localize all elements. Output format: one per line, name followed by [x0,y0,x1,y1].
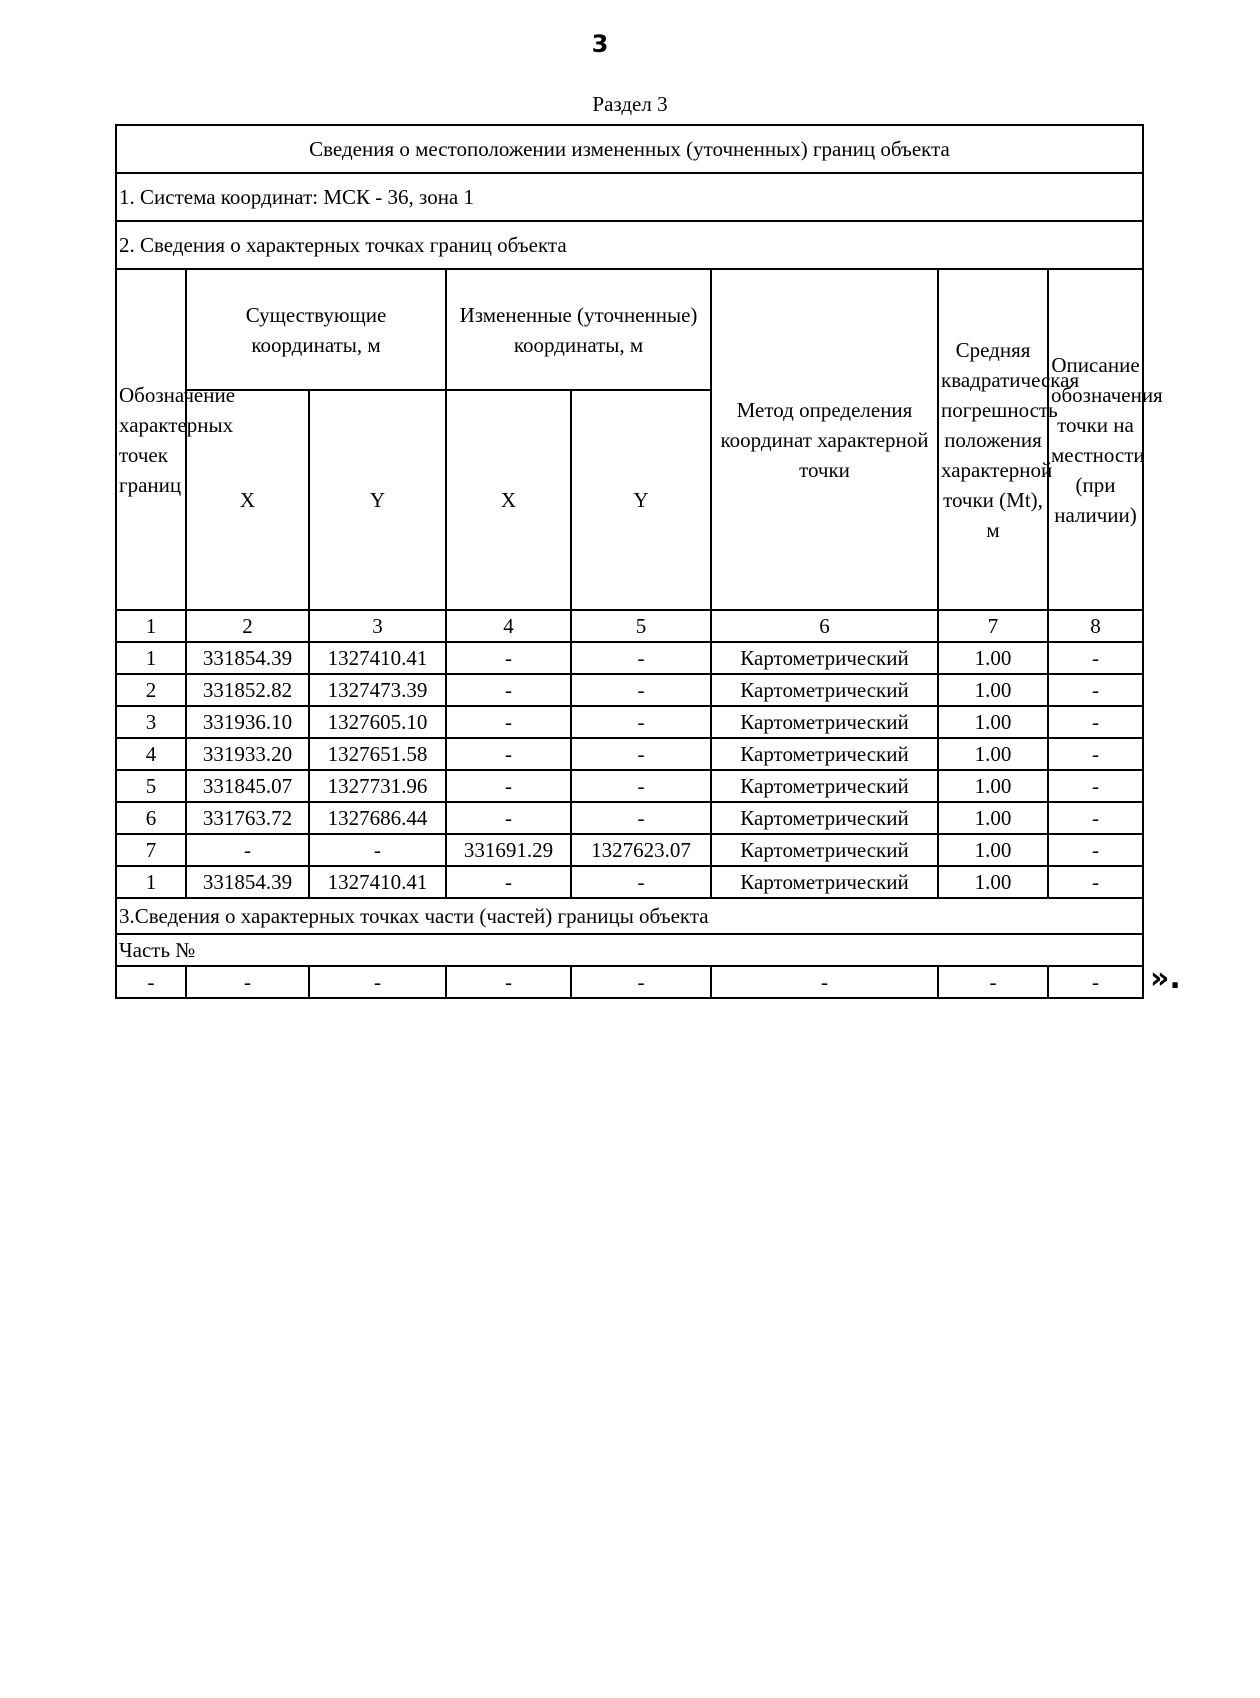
table-row [116,866,1143,898]
header-existing-coords: Существующие координаты, м [186,269,446,390]
closing-quote-mark: ». [1150,961,1181,996]
column-number: 3 [309,610,446,642]
cell: Картометрический [711,674,938,706]
points-heading-row: 2. Сведения о характерных точках границ объекта [116,221,1143,269]
table-row [116,706,1143,738]
cell: - [186,966,309,998]
cell: 1327623.07 [571,834,711,866]
cell: 7 [116,834,186,866]
cell: - [1048,866,1143,898]
cell: 1327686.44 [309,802,446,834]
cell: Картометрический [711,770,938,802]
cell: - [1048,802,1143,834]
cell: - [446,706,571,738]
cell: 1327605.10 [309,706,446,738]
cell: - [1048,966,1143,998]
cell: - [446,866,571,898]
table-row [116,674,1143,706]
cell: - [571,966,711,998]
table-row [116,738,1143,770]
cell: 331854.39 [186,866,309,898]
cell: - [446,642,571,674]
cell: 1.00 [938,706,1048,738]
cell: 331933.20 [186,738,309,770]
column-number: 2 [186,610,309,642]
parts-table-row [116,966,1143,998]
cell: - [571,866,711,898]
cell: - [116,966,186,998]
header-changed-y: Y [571,390,711,610]
cell: 1.00 [938,802,1048,834]
cell: Картометрический [711,642,938,674]
column-number: 1 [116,610,186,642]
cell: - [446,802,571,834]
cell: - [1048,706,1143,738]
cell: 1 [116,642,186,674]
column-number: 6 [711,610,938,642]
parts-heading-row: 3.Сведения о характерных точках части (частей) границы объекта [116,898,1143,934]
part-number-row: Часть № [116,934,1143,966]
cell: 331936.10 [186,706,309,738]
cell: 1.00 [938,770,1048,802]
cell: 331852.82 [186,674,309,706]
cell: - [1048,770,1143,802]
cell: 331691.29 [446,834,571,866]
cell: 5 [116,770,186,802]
cell: - [309,834,446,866]
table-row [116,834,1143,866]
cell: - [446,738,571,770]
cell: 1327473.39 [309,674,446,706]
header-point-designation: Обозначение характерных точек границ [116,269,186,610]
cell: 2 [116,674,186,706]
cell: 1327410.41 [309,866,446,898]
page-number: 3 [591,30,609,58]
cell: - [1048,642,1143,674]
header-description: Описание обозначения точки на местности (при наличии) [1048,269,1143,610]
header-existing-y: Y [309,390,446,610]
column-numbers-row [116,610,1143,642]
column-number: 8 [1048,610,1143,642]
cell: 1.00 [938,834,1048,866]
section-label: Раздел 3 [592,92,668,116]
cell: 1327731.96 [309,770,446,802]
table-row [116,642,1143,674]
cell: 3 [116,706,186,738]
header-changed-coords: Измененные (уточненные) координаты, м [446,269,711,390]
boundary-points-table [115,124,1163,999]
cell: 4 [116,738,186,770]
cell: 331763.72 [186,802,309,834]
cell: 1 [116,866,186,898]
table-row [116,802,1143,834]
cell: - [571,770,711,802]
header-rmse: Средняя квадратическая погрешность положения характерной точки (Mt), м [938,269,1048,610]
cell: 1.00 [938,642,1048,674]
cell: Картометрический [711,834,938,866]
cell: - [446,674,571,706]
cell: - [446,770,571,802]
table-row [116,770,1143,802]
cell: 1.00 [938,738,1048,770]
cell: - [1048,674,1143,706]
column-number: 5 [571,610,711,642]
cell: 6 [116,802,186,834]
cell: - [309,966,446,998]
cell: - [446,966,571,998]
cell: Картометрический [711,866,938,898]
cell: - [711,966,938,998]
header-changed-x: X [446,390,571,610]
cell: 1.00 [938,674,1048,706]
header-existing-x: X [186,390,309,610]
cell: Картометрический [711,738,938,770]
cell: - [938,966,1048,998]
column-number: 4 [446,610,571,642]
cell: 331845.07 [186,770,309,802]
header-method: Метод определения координат характерной точки [711,269,938,610]
cell: 1327410.41 [309,642,446,674]
cell: 1.00 [938,866,1048,898]
table-title: Сведения о местоположении измененных (уточненных) границ объекта [116,125,1143,173]
cell: - [571,802,711,834]
cell: - [571,642,711,674]
cell: - [571,738,711,770]
coordinate-system-row: 1. Система координат: МСК - 36, зона 1 [116,173,1143,221]
cell: - [186,834,309,866]
cell: - [1048,834,1143,866]
cell: Картометрический [711,706,938,738]
cell: - [571,706,711,738]
cell: - [1048,738,1143,770]
cell: 1327651.58 [309,738,446,770]
cell: 331854.39 [186,642,309,674]
cell: Картометрический [711,802,938,834]
cell: - [571,674,711,706]
column-number: 7 [938,610,1048,642]
